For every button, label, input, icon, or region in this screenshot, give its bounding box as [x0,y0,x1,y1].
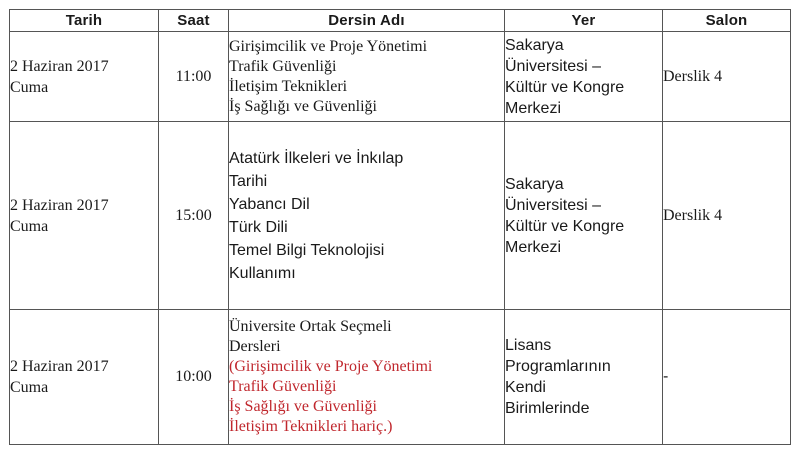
course-name: Kullanımı [229,264,296,282]
location-line: Merkezi [505,99,562,117]
cell-tarih [10,310,159,445]
course-name: Trafik Güvenliği [229,57,337,75]
date-text: 2 Haziran 2017 [10,358,109,375]
cell-yer [505,32,663,122]
excluded-course: Trafik Güvenliği [229,378,337,395]
cell-salon: Derslik 4 [663,122,791,310]
location-line: Sakarya [505,175,564,193]
cell-ders [229,310,505,445]
cell-saat: 10:00 [159,310,229,445]
course-name: Üniversite Ortak Seçmeli [229,318,392,335]
cell-tarih [10,32,159,122]
cell-saat: 11:00 [159,32,229,122]
location-line: Sakarya [505,36,564,54]
cell-salon: - [663,310,791,445]
location-line: Kültür ve Kongre [505,78,625,96]
cell-ders [229,32,505,122]
course-name: Dersleri [229,338,281,355]
day-text: Cuma [10,217,49,235]
course-name: Türk Dili [229,218,288,236]
excluded-course: İş Sağlığı ve Güvenliği [229,398,377,415]
cell-yer [505,122,663,310]
table-row [10,122,791,310]
location-line: Programlarının [505,358,611,375]
location-line: Kendi [505,379,546,396]
course-name: Atatürk İlkeleri ve İnkılap [229,149,404,167]
excluded-course: (Girişimcilik ve Proje Yönetimi [229,358,433,375]
header-yer: Yer [505,10,663,32]
cell-ders [229,122,505,310]
location-line: Lisans [505,337,552,354]
location-line: Kültür ve Kongre [505,217,625,235]
day-text: Cuma [10,78,49,96]
excluded-course: İletişim Teknikleri hariç.) [229,418,393,435]
location-line: Üniversitesi – [505,57,602,75]
table-row [10,32,791,122]
header-tarih: Tarih [10,10,159,32]
exam-schedule-table [9,9,791,445]
cell-tarih [10,122,159,310]
header-ders: Dersin Adı [229,10,505,32]
location-line: Üniversitesi – [505,196,602,214]
date-text: 2 Haziran 2017 [10,57,109,75]
date-text: 2 Haziran 2017 [10,196,109,214]
cell-yer [505,310,663,445]
cell-salon: Derslik 4 [663,32,791,122]
location-line: Merkezi [505,238,562,256]
course-name: İş Sağlığı ve Güvenliği [229,97,377,115]
course-name: Temel Bilgi Teknolojisi [229,241,385,259]
course-name: Yabancı Dil [229,195,310,213]
table-row [10,310,791,445]
course-name: Tarihi [229,172,268,190]
header-row [10,10,791,32]
location-line: Birimlerinde [505,400,590,417]
day-text: Cuma [10,379,49,396]
header-saat: Saat [159,10,229,32]
course-name: İletişim Teknikleri [229,77,348,95]
cell-saat: 15:00 [159,122,229,310]
course-name: Girişimcilik ve Proje Yönetimi [229,37,428,55]
header-salon: Salon [663,10,791,32]
